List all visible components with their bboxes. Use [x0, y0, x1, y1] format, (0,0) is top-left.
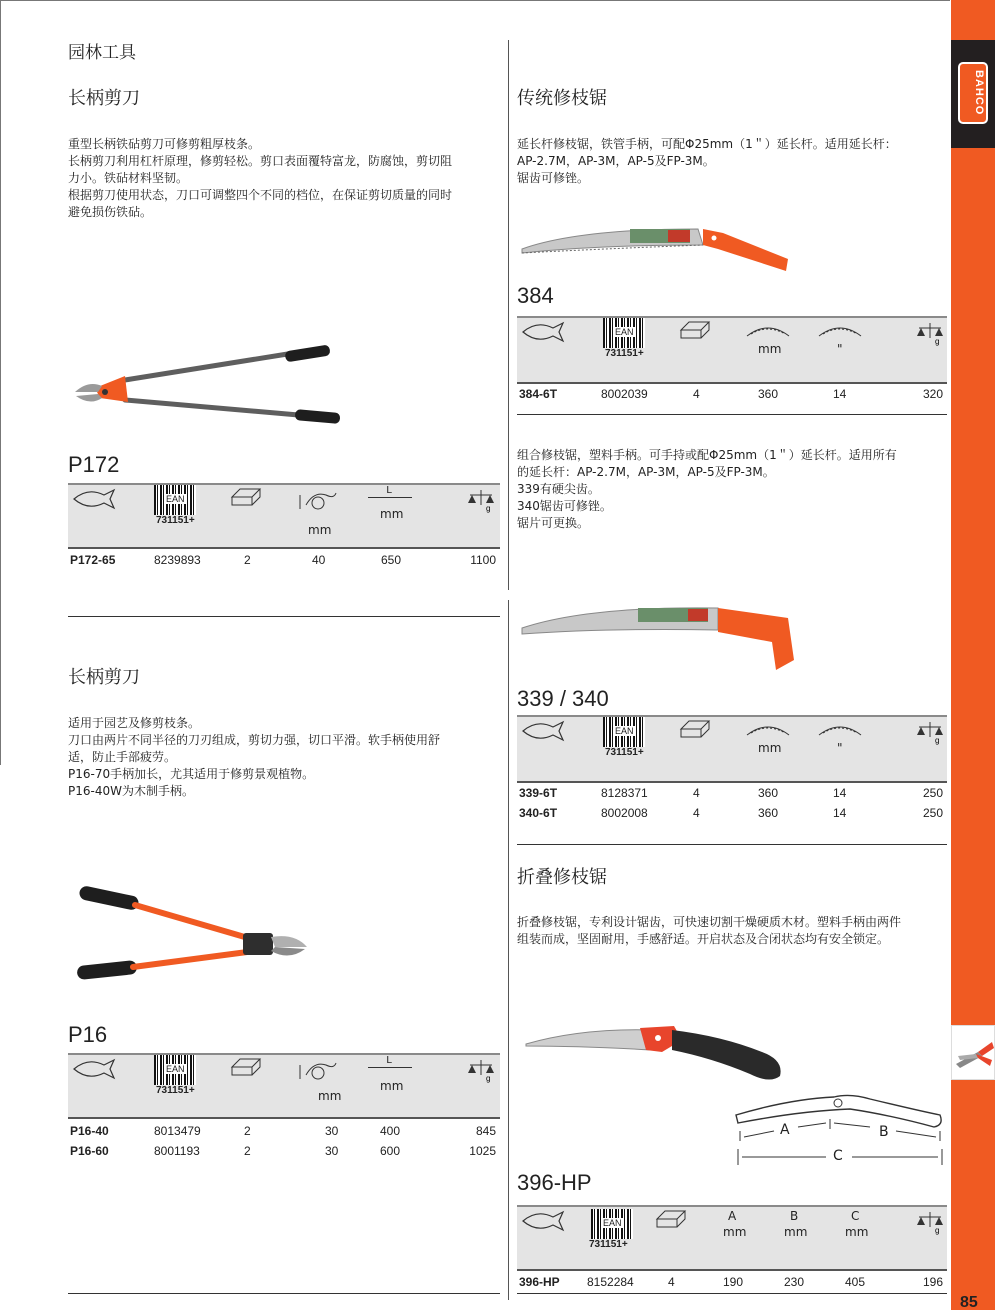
table-row — [68, 1124, 500, 1140]
product-code: P16-60 — [70, 1144, 109, 1158]
desc-line: 组装而成，坚固耐用，手感舒适。开启状态及合闭状态均有安全锁定。 — [517, 932, 890, 946]
section-description — [517, 136, 947, 187]
blade-length-icon — [745, 320, 791, 340]
svg-text:g: g — [935, 1226, 940, 1235]
left-rule — [0, 0, 1, 765]
desc-line: 刀口由两片不同半径的刀刃组成，剪切力强，切口平滑。软手柄使用舒 — [68, 733, 441, 747]
pruning-saw-image — [518, 215, 793, 280]
section-divider — [68, 1293, 500, 1294]
fish-icon — [70, 1057, 116, 1081]
desc-line: 340锯齿可修锉。 — [517, 499, 612, 513]
weight: 196 — [922, 1275, 943, 1289]
length-arrow — [368, 497, 412, 498]
ean-prefix: 731151+ — [605, 747, 644, 758]
model-number: 396-HP — [517, 1170, 592, 1195]
length-icon: L — [386, 485, 392, 496]
length: 600 — [380, 1144, 401, 1158]
spec-table-header — [517, 715, 947, 783]
package-icon — [230, 1057, 262, 1077]
teeth-per-inch: 14 — [833, 786, 847, 800]
length-arrow — [368, 1067, 412, 1068]
unit-label: " — [837, 741, 843, 755]
unit-label: mm — [784, 1225, 808, 1239]
table-row — [517, 1275, 947, 1291]
unit-label: mm — [758, 741, 782, 755]
cut-diameter: 30 — [325, 1144, 339, 1158]
section-description — [517, 914, 947, 948]
ean-label: EAN — [615, 327, 634, 337]
spec-table-header — [68, 1053, 500, 1119]
scale-icon — [915, 320, 945, 346]
product-code: P16-40 — [70, 1124, 109, 1138]
dimension-a-label: A — [780, 1122, 790, 1138]
fish-icon — [519, 1209, 565, 1233]
ean-code: 8152284 — [587, 1275, 634, 1289]
ean-prefix: 731151+ — [589, 1239, 628, 1250]
column-divider — [508, 600, 509, 1300]
ean-label: EAN — [615, 726, 634, 736]
section-divider — [517, 414, 947, 415]
blade-length-icon — [745, 719, 791, 739]
svg-text:g: g — [935, 337, 940, 346]
section-description — [68, 715, 503, 800]
ean-code: 8002008 — [601, 806, 648, 820]
desc-line: 折叠修枝锯，专利设计锯齿，可快速切割干燥硬质木材。塑料手柄由两件 — [517, 915, 902, 929]
pack-qty: 4 — [668, 1275, 675, 1289]
pruning-saw-image — [518, 598, 798, 673]
category-title: 园林工具 — [68, 43, 136, 63]
product-code: 339-6T — [519, 786, 558, 800]
length-icon: L — [386, 1055, 392, 1066]
package-icon — [655, 1209, 687, 1229]
desc-line: P16-40W为木制手柄。 — [68, 784, 194, 798]
pack-qty: 2 — [244, 553, 251, 567]
spec-table-header — [517, 316, 947, 384]
spec-table-header — [68, 483, 500, 549]
svg-text:g: g — [486, 1074, 491, 1083]
length: 400 — [380, 1124, 401, 1138]
scale-icon — [466, 1057, 496, 1083]
ean-label: EAN — [603, 1218, 622, 1228]
product-code: 396-HP — [519, 1275, 560, 1289]
unit-label: mm — [308, 523, 332, 537]
section-description — [68, 136, 503, 221]
spec-table-header — [517, 1205, 947, 1271]
brand-sidebar — [951, 0, 995, 1310]
weight: 1025 — [469, 1144, 496, 1158]
pack-qty: 4 — [693, 806, 700, 820]
desc-line: 组合修枝锯，塑料手柄。可手持或配Φ25mm（1＂）延长杆。适用所有 — [517, 448, 897, 462]
folding-saw-image — [522, 1018, 792, 1088]
scale-icon — [915, 1209, 945, 1235]
weight: 250 — [922, 806, 943, 820]
top-rule — [0, 0, 950, 1]
lopper-image — [75, 885, 315, 985]
section-divider — [517, 1293, 947, 1294]
lopper-image — [70, 340, 345, 430]
dimension-c-label: C — [833, 1148, 843, 1164]
cut-diameter-icon — [296, 1057, 340, 1083]
column-b-header: B — [790, 1209, 799, 1223]
desc-line: 的延长杆：AP-2.7M，AP-3M，AP-5及FP-3M。 — [517, 465, 775, 479]
desc-line: 重型长柄铁砧剪刀可修剪粗厚枝条。 — [68, 137, 261, 151]
teeth-per-inch-icon — [817, 320, 863, 340]
dimension-c: 405 — [845, 1275, 866, 1289]
weight: 1100 — [470, 553, 496, 567]
dimension-b: 230 — [784, 1275, 805, 1289]
desc-line: 力小。铁砧材料坚韧。 — [68, 171, 189, 185]
weight: 845 — [475, 1124, 496, 1138]
package-icon — [679, 320, 711, 340]
column-a-header: A — [728, 1209, 737, 1223]
column-c-header: C — [851, 1209, 860, 1223]
ean-prefix: 731151+ — [605, 348, 644, 359]
desc-line: 根据剪刀使用状态，刀口可调整四个不同的档位，在保证剪切质量的同时 — [68, 188, 453, 202]
scale-icon — [466, 487, 496, 513]
section-title: 长柄剪刀 — [68, 667, 140, 688]
unit-label: mm — [845, 1225, 869, 1239]
table-row — [517, 387, 947, 403]
ean-prefix: 731151+ — [156, 515, 195, 526]
pack-qty: 2 — [244, 1124, 251, 1138]
blade-length: 360 — [758, 806, 779, 820]
teeth-per-inch: 14 — [833, 387, 847, 401]
ean-code: 8239893 — [154, 553, 201, 567]
desc-line: AP-2.7M，AP-3M，AP-5及FP-3M。 — [517, 154, 715, 168]
unit-label: mm — [758, 342, 782, 356]
length: 650 — [381, 553, 402, 567]
svg-text:g: g — [935, 736, 940, 745]
scale-icon — [915, 719, 945, 745]
pack-qty: 4 — [693, 786, 700, 800]
section-title: 折叠修枝锯 — [517, 867, 607, 888]
fish-icon — [519, 719, 565, 743]
section-title: 传统修枝锯 — [517, 88, 607, 109]
table-row — [68, 553, 500, 569]
weight: 320 — [922, 387, 943, 401]
weight: 250 — [922, 786, 943, 800]
brand-logo-text: BAHCO — [973, 70, 985, 116]
ean-code: 8002039 — [601, 387, 648, 401]
model-number: P172 — [68, 452, 120, 477]
fish-icon — [70, 487, 116, 511]
desc-line: 锯齿可修锉。 — [517, 171, 590, 185]
ean-code: 8001193 — [154, 1144, 200, 1158]
desc-line: 避免损伤铁砧。 — [68, 205, 153, 219]
unit-label: " — [837, 342, 843, 356]
package-icon — [679, 719, 711, 739]
teeth-per-inch-icon — [817, 719, 863, 739]
blade-length: 360 — [758, 387, 779, 401]
pack-qty: 2 — [244, 1144, 251, 1158]
pruner-thumbnail — [951, 1025, 995, 1080]
section-description — [517, 447, 947, 532]
product-code: P172-65 — [70, 553, 116, 567]
model-number: 339 / 340 — [517, 686, 609, 711]
unit-label: mm — [380, 507, 404, 521]
svg-text:g: g — [486, 504, 491, 513]
section-title: 长柄剪刀 — [68, 88, 140, 109]
section-divider — [517, 844, 947, 845]
model-number: P16 — [68, 1022, 108, 1047]
unit-label: mm — [380, 1079, 404, 1093]
unit-label: mm — [723, 1225, 747, 1239]
ean-label: EAN — [166, 494, 185, 504]
product-code: 340-6T — [519, 806, 558, 820]
pack-qty: 4 — [693, 387, 700, 401]
cut-diameter: 30 — [325, 1124, 339, 1138]
cut-diameter-icon — [296, 487, 340, 513]
desc-line: 适用于园艺及修剪枝条。 — [68, 716, 201, 730]
table-row — [68, 1144, 500, 1160]
desc-line: 适，防止手部疲劳。 — [68, 750, 177, 764]
desc-line: 长柄剪刀利用杠杆原理，修剪轻松。剪口表面覆特富龙，防腐蚀，剪切阻 — [68, 154, 453, 168]
ean-code: 8128371 — [601, 786, 648, 800]
desc-line: 锯片可更换。 — [517, 516, 590, 530]
dimension-b-label: B — [879, 1124, 889, 1140]
ean-label: EAN — [166, 1064, 185, 1074]
model-number: 384 — [517, 283, 554, 308]
section-divider — [68, 616, 500, 617]
desc-line: P16-70手柄加长，尤其适用于修剪景观植物。 — [68, 767, 315, 781]
cut-diameter: 40 — [312, 553, 326, 567]
unit-label: mm — [318, 1089, 342, 1103]
blade-length: 360 — [758, 786, 779, 800]
ean-prefix: 731151+ — [156, 1085, 195, 1096]
package-icon — [230, 487, 262, 507]
teeth-per-inch: 14 — [833, 806, 847, 820]
desc-line: 延长杆修枝锯，铁管手柄，可配Φ25mm（1＂）延长杆。适用延长杆： — [517, 137, 897, 151]
ean-code: 8013479 — [154, 1124, 201, 1138]
page-number: 85 — [960, 1294, 978, 1310]
table-row — [517, 806, 947, 822]
fish-icon — [519, 320, 565, 344]
desc-line: 339有硬尖齿。 — [517, 482, 600, 496]
product-code: 384-6T — [519, 387, 558, 401]
table-row — [517, 786, 947, 802]
dimension-a: 190 — [723, 1275, 744, 1289]
column-divider — [508, 40, 509, 590]
